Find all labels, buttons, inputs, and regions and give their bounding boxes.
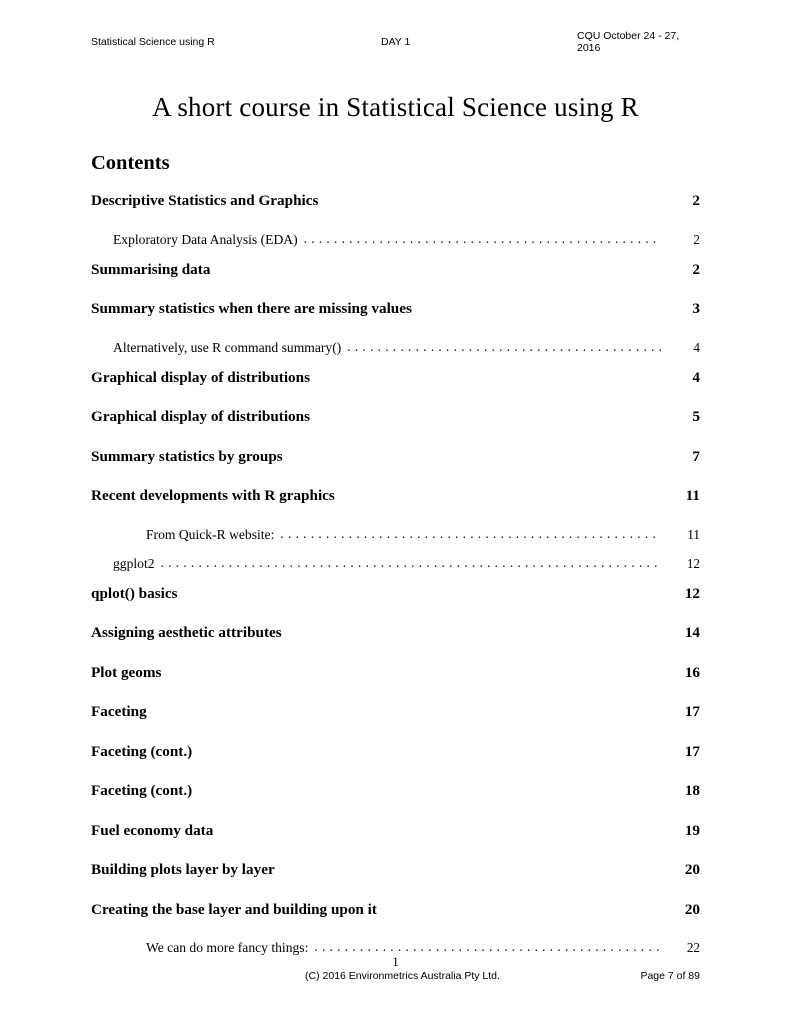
toc-entry-page-number: 4 <box>693 339 700 355</box>
toc-entry[interactable] <box>91 527 700 556</box>
header-left-text: Statistical Science using R <box>91 36 215 48</box>
toc-entry[interactable] <box>91 782 700 822</box>
toc-entry[interactable] <box>91 703 700 743</box>
toc-entry-page-number: 12 <box>684 584 700 602</box>
toc-entry-page-number: 2 <box>692 192 700 209</box>
toc-entry-label: Faceting <box>91 703 147 720</box>
toc-entry[interactable] <box>91 340 700 369</box>
toc-entry-page-number: 4 <box>692 368 700 386</box>
toc-entry-page-number: 2 <box>693 231 700 247</box>
toc-entry[interactable] <box>91 743 700 783</box>
contents-heading: Contents <box>91 152 170 174</box>
toc-dot-leader <box>304 231 661 247</box>
toc-entry[interactable] <box>91 369 700 409</box>
toc-dot-leader <box>347 339 661 355</box>
running-header <box>91 30 700 54</box>
toc-entry[interactable] <box>91 487 700 527</box>
toc-entry-page-number: 18 <box>684 782 700 799</box>
toc-entry[interactable] <box>91 664 700 704</box>
toc-entry-label: Building plots layer by layer <box>91 861 275 878</box>
toc-entry-label: Recent developments with R graphics <box>91 487 335 504</box>
toc-entry-page-number: 11 <box>685 487 700 504</box>
toc-entry-page-number: 2 <box>692 260 700 278</box>
toc-entry-page-number: 5 <box>692 408 700 425</box>
page-title: A short course in Statistical Science using R <box>152 92 639 122</box>
toc-entry-label: Creating the base layer and building upon it <box>91 900 377 918</box>
toc-entry-label: Summary statistics by groups <box>91 447 283 465</box>
toc-entry-label: Assigning aesthetic attributes <box>91 624 282 641</box>
toc-entry-label: Plot geoms <box>91 663 162 681</box>
toc-entry[interactable] <box>91 300 700 340</box>
toc-entry-label: Summarising data <box>91 260 211 278</box>
toc-entry-label: Graphical display of distributions <box>91 368 311 386</box>
footer-page-number: 1 <box>392 954 399 969</box>
toc-entry-page-number: 7 <box>692 447 700 465</box>
header-right-text: CQU October 24 - 27, 2016 <box>577 30 680 54</box>
header-middle-text: DAY 1 <box>381 36 411 48</box>
toc-entry[interactable] <box>91 448 700 488</box>
toc-entry-label: Faceting (cont.) <box>91 742 193 760</box>
toc-entry-label: From Quick-R website: <box>146 526 275 542</box>
toc-dot-leader <box>161 555 661 571</box>
toc-entry-page-number: 17 <box>684 742 700 760</box>
toc-entry-label: We can do more fancy things: <box>146 940 309 955</box>
toc-entry-label: Descriptive Statistics and Graphics <box>91 192 319 209</box>
toc-entry-label: Alternatively, use R command summary() <box>113 339 342 355</box>
toc-entry-page-number: 22 <box>686 940 700 955</box>
toc-entry[interactable] <box>91 585 700 625</box>
toc-entry-label: Exploratory Data Analysis (EDA) <box>113 231 298 247</box>
toc-dot-leader <box>280 526 661 542</box>
toc-entry-page-number: 17 <box>684 703 700 720</box>
toc-entry[interactable] <box>91 822 700 862</box>
toc-entry-page-number: 16 <box>684 663 700 681</box>
toc-entry-label: ggplot2 <box>113 555 155 571</box>
toc-entry[interactable] <box>91 408 700 448</box>
toc-entry[interactable] <box>91 232 700 261</box>
toc-entry-label: Summary statistics when there are missing values <box>91 300 412 317</box>
toc-entry-label: qplot() basics <box>91 584 178 602</box>
toc-entry-label: Fuel economy data <box>91 821 214 839</box>
toc-entry[interactable] <box>91 901 700 941</box>
toc-entry-page-number: 3 <box>692 300 700 317</box>
toc-dot-leader <box>314 939 661 955</box>
toc-entry-page-number: 11 <box>687 526 700 542</box>
toc-entry[interactable] <box>91 861 700 901</box>
toc-entry[interactable] <box>91 261 700 301</box>
toc-entry[interactable] <box>91 192 700 232</box>
footer-page-info: Page 7 of 89 <box>640 970 700 982</box>
toc-entry-label: Graphical display of distributions <box>91 408 311 425</box>
table-of-contents <box>91 192 700 969</box>
footer <box>91 970 700 986</box>
toc-entry-page-number: 19 <box>684 821 700 839</box>
toc-entry[interactable] <box>91 556 700 585</box>
toc-entry[interactable] <box>91 624 700 664</box>
footer-copyright: (C) 2016 Environmetrics Australia Pty Ltd. <box>305 970 500 982</box>
toc-entry-page-number: 20 <box>684 900 700 918</box>
toc-entry-label: Faceting (cont.) <box>91 782 193 799</box>
toc-entry-page-number: 14 <box>684 624 700 641</box>
toc-entry-page-number: 20 <box>684 861 700 878</box>
toc-entry-page-number: 12 <box>686 555 700 571</box>
